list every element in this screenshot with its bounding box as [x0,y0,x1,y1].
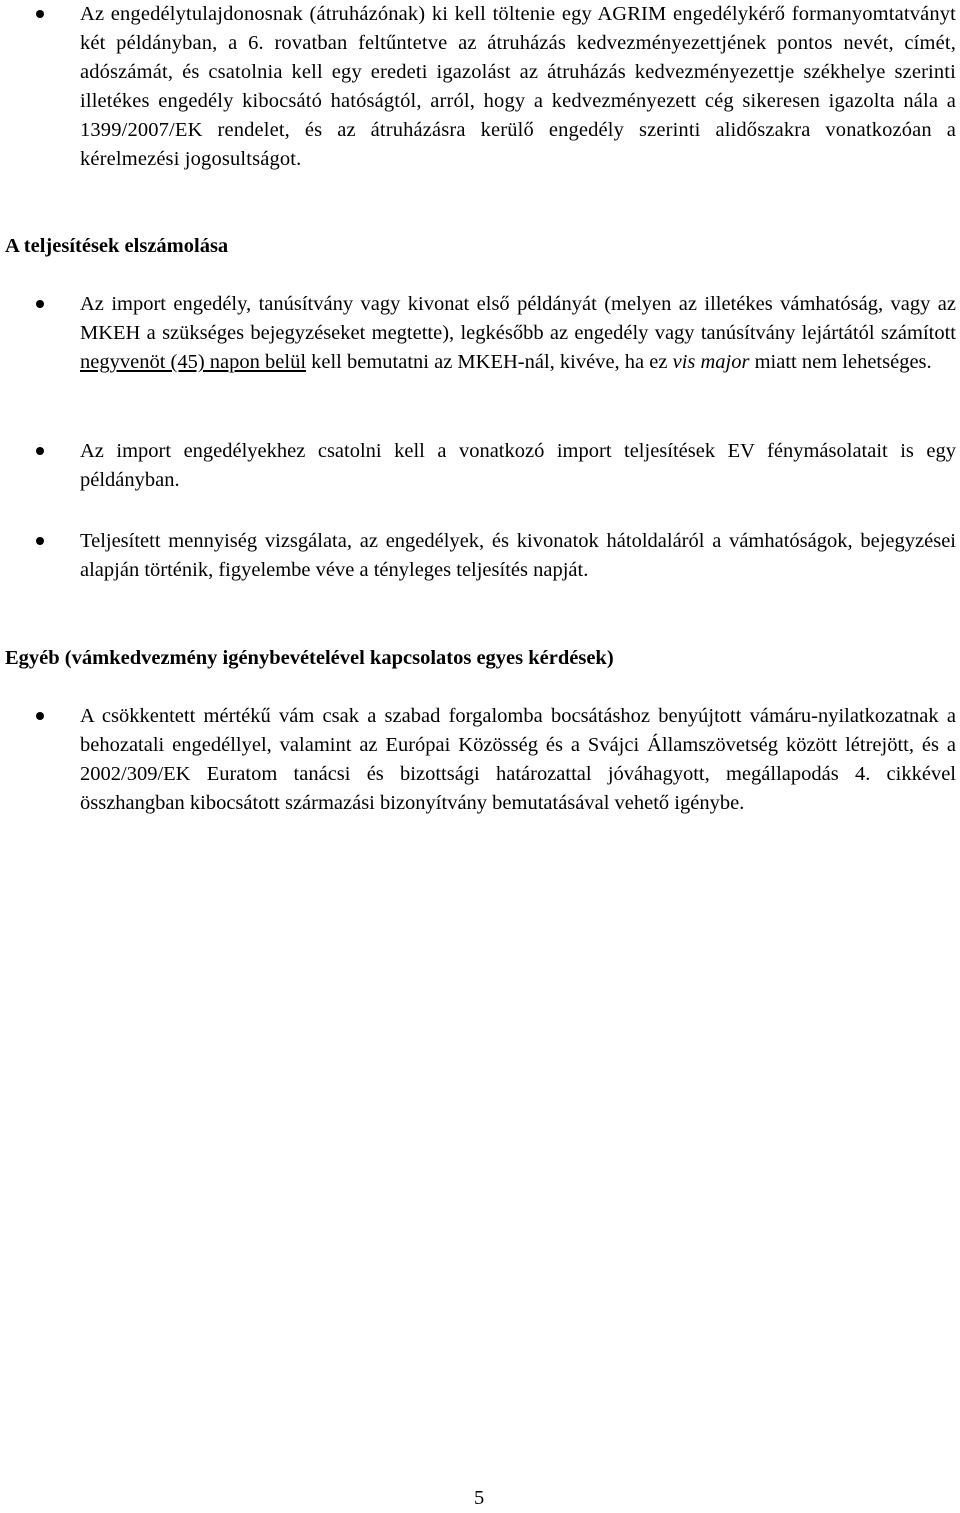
page-number: 5 [474,1487,485,1509]
bullet-item-quantity-check [80,527,956,585]
bullet-item-import-license [80,290,956,377]
underlined-deadline: negyvenöt (45) napon belül [80,351,307,373]
italic-term: vis major [672,351,750,373]
bullet-text-part: Az import engedély, tanúsítvány vagy kivonat első példányát (melyen az illetékes vámhatóság, vagy az MKEH a szükséges bejegyzéseket megtette), legkésőbb az engedély vagy tanúsítvány lejártától számított [80,293,956,344]
bullet-text: Az engedélytulajdonosnak (átruházónak) ki kell töltenie egy AGRIM engedélykérő formanyomtatványt két példányban, a 6. rovatban feltűntetve az átruházás kedvezményezettjének pontos nevét, címét, adószámát, és csatolnia kell egy eredeti igazolást az átruházás kedvezményezettje székhelye szerinti illetékes engedély kibocsátó hatóságtól, arról, hogy a kedvezményezett cég sikeresen igazolta nála a 1399/2007/EK rendelet, és az átruházásra kerülő engedély szerinti alidőszakra vonatkozóan a kérelmezési jogosultságot. [80,3,956,170]
bullet-text: Az import engedélyekhez csatolni kell a vonatkozó import teljesítések EV fénymásolatait is egy példányban. [80,440,956,491]
bullet-item-transfer [80,0,956,174]
bullet-item-reduced-duty [80,702,956,818]
section-heading-other: Egyéb (vámkedvezmény igénybevételével kapcsolatos egyes kérdések) [5,647,614,669]
bullet-text-part: miatt nem lehetséges. [749,351,932,373]
bullet-text: A csökkentett mértékű vám csak a szabad forgalomba bocsátáshoz benyújtott vámáru-nyilatkozatnak a behozatali engedéllyel, valamint az Európai Közösség és a Svájci Államszövetség között létrejött, és a 2002/309/EK Euratom tanácsi és bizottsági határozattal jóváhagyott, megállapodás 4. cikkével összhangban kibocsátott származási bizonyítvány bemutatásával vehető igénybe. [80,705,956,814]
bullet-text: Teljesített mennyiség vizsgálata, az engedélyek, és kivonatok hátoldaláról a vámhatóságok, bejegyzései alapján történik, figyelembe véve a tényleges teljesítés napját. [80,530,956,581]
section-heading-settlements: A teljesítések elszámolása [5,235,229,257]
bullet-item-ev-copies [80,437,956,495]
bullet-text-part: kell bemutatni az MKEH-nál, kivéve, ha ez [306,351,673,373]
